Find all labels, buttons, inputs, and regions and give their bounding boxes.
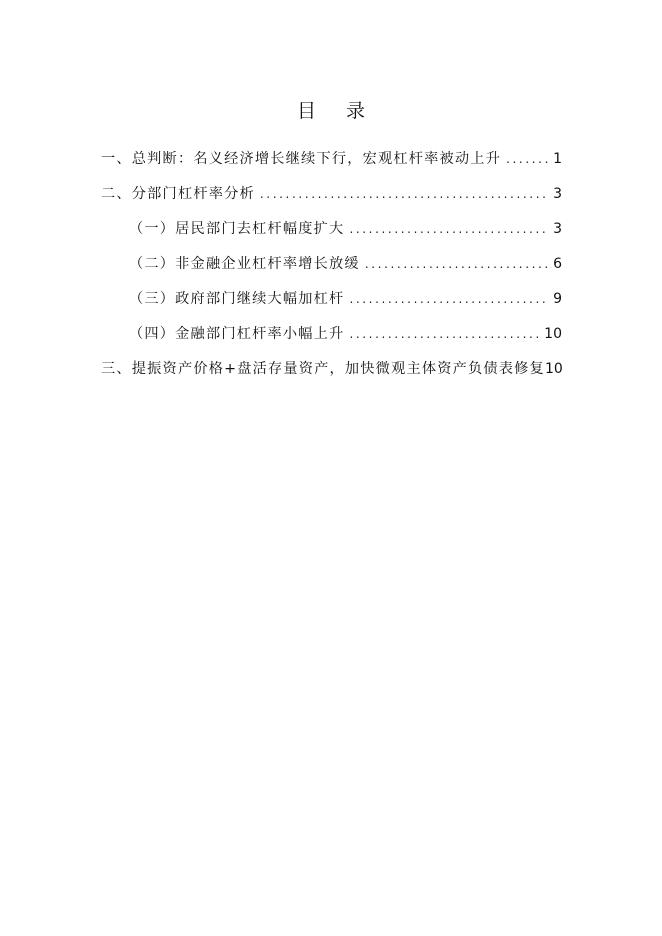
toc-entry-page-number: 6 bbox=[553, 256, 562, 272]
dot-leader bbox=[260, 183, 549, 205]
dot-leader bbox=[349, 218, 549, 240]
toc-entry-nonfinancial-enterprise[interactable] bbox=[101, 253, 562, 288]
toc-entry-page-number: 9 bbox=[553, 291, 562, 307]
toc-entry-page-number: 3 bbox=[553, 186, 562, 202]
toc-entry-sector-analysis[interactable] bbox=[101, 183, 562, 218]
toc-entry-government-sector[interactable] bbox=[101, 288, 562, 323]
toc-title: 目 录 bbox=[296, 100, 378, 122]
toc-entry-page-number: 3 bbox=[553, 221, 562, 237]
dot-leader bbox=[349, 288, 549, 310]
toc-entry-label: 二、分部门杠杆率分析 bbox=[101, 186, 255, 202]
toc-entry-overall-judgment[interactable] bbox=[101, 148, 562, 183]
dot-leader bbox=[365, 253, 549, 275]
dot-leader bbox=[349, 323, 540, 345]
toc-entry-label: 三、提振资产价格+盘活存量资产，加快微观主体资产负债表修复 bbox=[101, 361, 545, 377]
toc-entry-page-number: 1 bbox=[553, 151, 562, 167]
toc-list bbox=[101, 148, 562, 393]
toc-entry-page-number: 10 bbox=[544, 326, 562, 342]
toc-entry-page-number: 10 bbox=[544, 361, 563, 377]
toc-entry-household-sector[interactable] bbox=[101, 218, 562, 253]
toc-entry-label: （一）居民部门去杠杆幅度扩大 bbox=[129, 221, 345, 237]
toc-entry-label: （二）非金融企业杠杆率增长放缓 bbox=[129, 256, 360, 272]
toc-entry-label: （三）政府部门继续大幅加杠杆 bbox=[129, 291, 345, 307]
toc-entry-asset-price-revival[interactable] bbox=[101, 358, 562, 393]
dot-leader bbox=[506, 148, 549, 170]
toc-entry-label: 一、总判断：名义经济增长继续下行，宏观杠杆率被动上升 bbox=[101, 151, 502, 167]
toc-entry-financial-sector[interactable] bbox=[101, 323, 562, 358]
toc-entry-label: （四）金融部门杠杆率小幅上升 bbox=[129, 326, 345, 342]
